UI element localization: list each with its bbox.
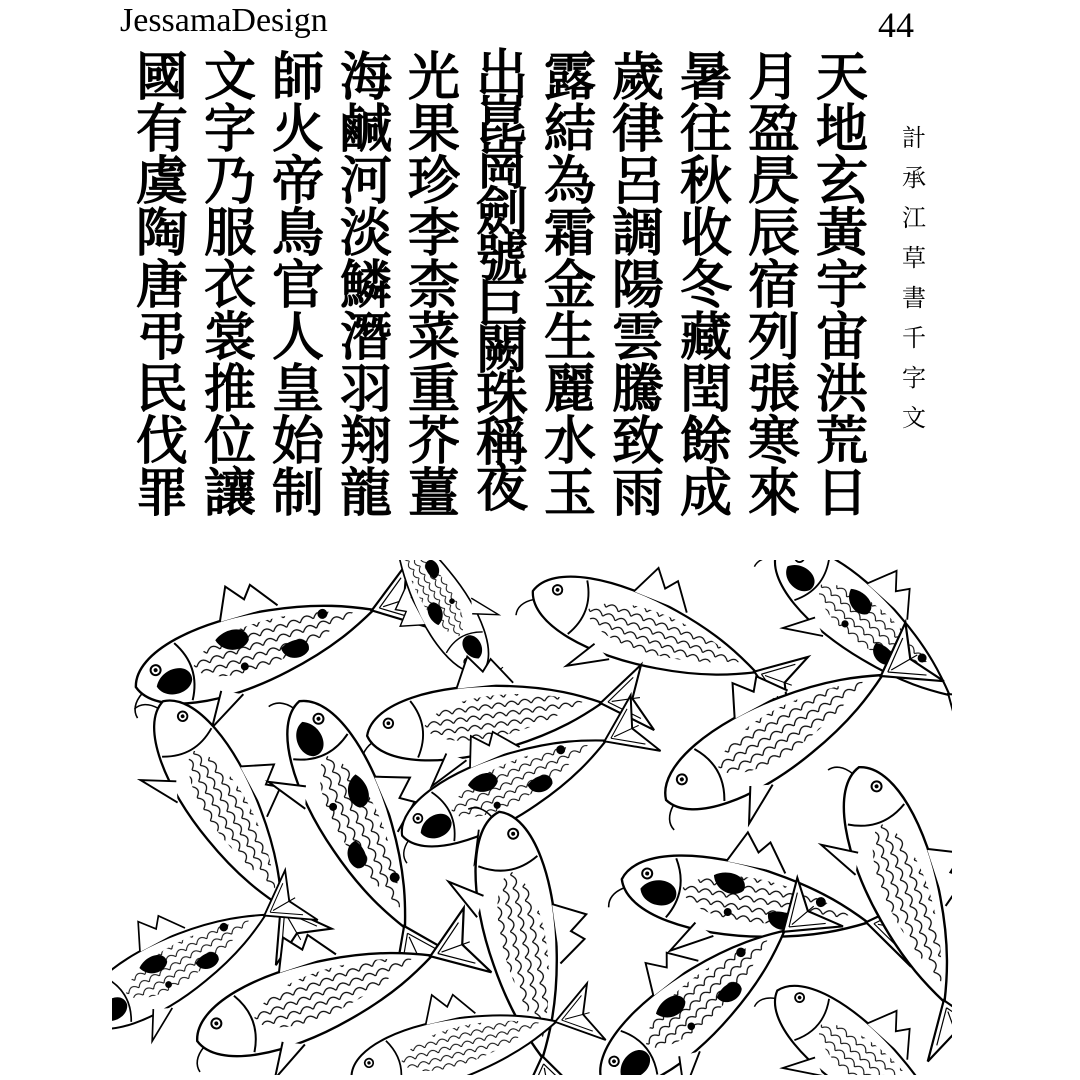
calligraphy-char: 民 <box>135 359 188 420</box>
calligraphy-char: 文 <box>203 47 256 108</box>
calligraphy-char: 弔 <box>135 307 188 368</box>
calligraphy-char: 帝 <box>271 151 324 212</box>
calligraphy-char: 鳥 <box>271 203 324 264</box>
calligraphy-char: 陶 <box>135 203 188 264</box>
subtitle-char: 計 <box>902 124 926 152</box>
calligraphy-char: 推 <box>203 359 256 420</box>
calligraphy-char: 羽 <box>339 359 392 420</box>
calligraphy-char: 金 <box>543 255 596 316</box>
calligraphy-char: 制 <box>271 463 324 524</box>
calligraphy-char: 暑 <box>679 47 732 108</box>
calligraphy-char: 致 <box>611 411 664 472</box>
calligraphy-char: 玉 <box>543 463 596 524</box>
calligraphy-char: 玄 <box>815 151 868 212</box>
subtitle-char: 書 <box>902 284 926 312</box>
calligraphy-char: 柰 <box>407 255 460 316</box>
calligraphy-char: 辰 <box>747 203 800 264</box>
calligraphy-char: 呂 <box>611 151 664 212</box>
calligraphy-char: 闕 <box>475 320 528 381</box>
calligraphy-char: 李 <box>407 203 460 264</box>
calligraphy-char: 字 <box>203 99 256 160</box>
calligraphy-char: 露 <box>543 47 596 108</box>
calligraphy-char: 稱 <box>475 412 528 473</box>
calligraphy-char: 位 <box>203 411 256 472</box>
calligraphy-char: 黃 <box>815 203 868 264</box>
subtitle-char: 江 <box>902 204 926 232</box>
brand-title: JessamaDesign <box>120 2 328 39</box>
calligraphy-char: 往 <box>679 99 732 160</box>
calligraphy-char: 皇 <box>271 359 324 420</box>
calligraphy-char: 夜 <box>475 458 528 519</box>
calligraphy-char: 國 <box>135 47 188 108</box>
calligraphy-char: 為 <box>543 151 596 212</box>
calligraphy-char: 菜 <box>407 307 460 368</box>
calligraphy-char: 洪 <box>815 359 868 420</box>
calligraphy-char: 伐 <box>135 411 188 472</box>
calligraphy-char: 光 <box>407 47 460 108</box>
calligraphy-char: 成 <box>679 463 732 524</box>
calligraphy-char: 騰 <box>611 359 664 420</box>
calligraphy-char: 閏 <box>679 359 732 420</box>
calligraphy-char: 珍 <box>407 151 460 212</box>
calligraphy-char: 裳 <box>203 307 256 368</box>
calligraphy-char: 宿 <box>747 255 800 316</box>
calligraphy-char: 昃 <box>747 151 800 212</box>
calligraphy-char: 陽 <box>611 255 664 316</box>
calligraphy-char: 海 <box>339 47 392 108</box>
calligraphy-char: 霜 <box>543 203 596 264</box>
calligraphy-char: 地 <box>815 99 868 160</box>
calligraphy-char: 歲 <box>611 47 664 108</box>
calligraphy-char: 薑 <box>407 463 460 524</box>
calligraphy-char: 淡 <box>339 203 392 264</box>
calligraphy-char: 寒 <box>747 411 800 472</box>
calligraphy-char: 雨 <box>611 463 664 524</box>
calligraphy-char: 鹹 <box>339 99 392 160</box>
calligraphy-char: 生 <box>543 307 596 368</box>
calligraphy-char: 盈 <box>747 99 800 160</box>
calligraphy-char: 張 <box>747 359 800 420</box>
calligraphy-char: 天 <box>815 47 868 108</box>
subtitle-char: 承 <box>902 164 926 192</box>
calligraphy-char: 藏 <box>679 307 732 368</box>
subtitle-char: 文 <box>902 404 926 432</box>
calligraphy-char: 芥 <box>407 411 460 472</box>
calligraphy-char: 鱗 <box>339 255 392 316</box>
calligraphy-char: 水 <box>543 411 596 472</box>
calligraphy-char: 律 <box>611 99 664 160</box>
calligraphy-char: 官 <box>271 255 324 316</box>
calligraphy-char: 服 <box>203 203 256 264</box>
calligraphy-char: 人 <box>271 307 324 368</box>
calligraphy-char: 麗 <box>543 359 596 420</box>
calligraphy-char: 號 <box>475 228 528 289</box>
calligraphy-char: 餘 <box>679 411 732 472</box>
calligraphy-char: 乃 <box>203 151 256 212</box>
calligraphy-char: 河 <box>339 151 392 212</box>
subtitle-char: 千 <box>902 324 926 352</box>
calligraphy-char: 唐 <box>135 255 188 316</box>
calligraphy-char: 珠 <box>475 366 528 427</box>
calligraphy-char: 冬 <box>679 255 732 316</box>
calligraphy-char: 潛 <box>339 307 392 368</box>
calligraphy-char: 巨 <box>475 274 528 335</box>
calligraphy-char: 翔 <box>339 411 392 472</box>
calligraphy-char: 劍 <box>475 182 528 243</box>
calligraphy-char: 秋 <box>679 151 732 212</box>
calligraphy-char: 衣 <box>203 255 256 316</box>
page-number: 44 <box>878 5 914 45</box>
calligraphy-char: 結 <box>543 99 596 160</box>
calligraphy-char: 月 <box>747 47 800 108</box>
calligraphy-char: 日 <box>815 463 868 524</box>
calligraphy-char: 宙 <box>815 307 868 368</box>
calligraphy-char: 來 <box>747 463 800 524</box>
subtitle-char: 草 <box>902 244 926 272</box>
calligraphy-char: 出 <box>475 44 528 105</box>
calligraphy-char: 收 <box>679 203 732 264</box>
calligraphy-char: 火 <box>271 99 324 160</box>
calligraphy-char: 荒 <box>815 411 868 472</box>
calligraphy-char: 雲 <box>611 307 664 368</box>
calligraphy-char: 始 <box>271 411 324 472</box>
calligraphy-char: 重 <box>407 359 460 420</box>
calligraphy-char: 調 <box>611 203 664 264</box>
calligraphy-char: 龍 <box>339 463 392 524</box>
calligraphy-char: 讓 <box>203 463 256 524</box>
calligraphy-char: 宇 <box>815 255 868 316</box>
calligraphy-char: 果 <box>407 99 460 160</box>
calligraphy-char: 虞 <box>135 151 188 212</box>
calligraphy-char: 師 <box>271 47 324 108</box>
calligraphy-char: 罪 <box>135 463 188 524</box>
calligraphy-char: 有 <box>135 99 188 160</box>
subtitle-char: 字 <box>902 364 926 392</box>
calligraphy-char: 列 <box>747 307 800 368</box>
calligraphy-char: 崗 <box>475 136 528 197</box>
calligraphy-char: 崑 <box>475 90 528 151</box>
